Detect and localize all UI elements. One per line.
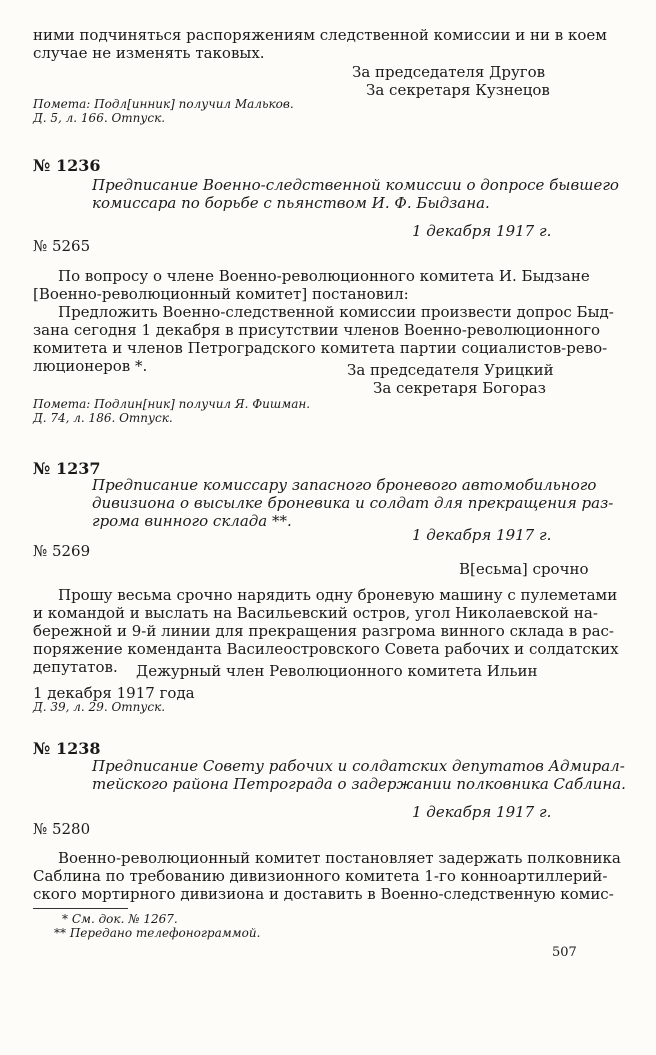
body-line: случае не изменять таковых. (33, 44, 265, 62)
body-line: поряжение коменданта Василеостровского Совета рабочих и солдатских (33, 640, 619, 658)
footnote-rule (33, 908, 128, 909)
body-line: [Военно-революционный комитет] постановил: (33, 285, 409, 303)
document-ref: № 5265 (33, 237, 91, 255)
archive-ref: Д. 39, л. 29. Отпуск. (33, 700, 166, 714)
signature-line: За секретаря Кузнецов (366, 81, 550, 99)
body-line: Саблина по требованию дивизионного комитета 1-го конноартиллерий- (33, 867, 608, 885)
signature-line: За председателя Урицкий (347, 361, 554, 379)
document-title: комиссара по борьбе с пьянством И. Ф. Быдзана. (92, 194, 490, 212)
archive-ref: Д. 74, л. 186. Отпуск. (33, 411, 173, 425)
urgency-mark: В[есьма] срочно (459, 560, 589, 578)
document-date: 1 декабря 1917 г. (412, 803, 552, 821)
document-title: Предписание Военно-следственной комиссии о допросе бывшего (92, 176, 619, 194)
signature-line: За секретаря Богораз (373, 379, 546, 397)
archive-note: Помета: Подлин[ник] получил Я. Фишман. (33, 397, 311, 411)
document-ref: № 5280 (33, 820, 91, 838)
footnote: ** Передано телефонограммой. (54, 926, 261, 940)
document-ref: № 5269 (33, 542, 91, 560)
body-line: ними подчиняться распоряжениям следственной комиссии и ни в коем (33, 26, 607, 44)
document-date: 1 декабря 1917 г. (412, 526, 552, 544)
body-line: зана сегодня 1 декабря в присутствии членов Военно-революционного (33, 321, 601, 339)
body-line: Военно-революционный комитет постановляет задержать полковника (58, 849, 621, 867)
document-date: 1 декабря 1917 г. (412, 222, 552, 240)
document-title: Предписание комиссару запасного броневого автомобильного (92, 476, 597, 494)
body-line: комитета и членов Петроградского комитета партии социалистов-рево- (33, 339, 608, 357)
document-title: тейского района Петрограда о задержании полковника Саблина. (92, 775, 626, 793)
document-title: Предписание Совету рабочих и солдатских депутатов Адмирал- (92, 757, 625, 775)
body-line: и командой и выслать на Васильевский остров, угол Николаевской на- (33, 604, 598, 622)
archive-ref: Д. 5, л. 166. Отпуск. (33, 111, 166, 125)
body-line: Прошу весьма срочно нарядить одну броневую машину с пулеметами (58, 586, 618, 604)
body-line: ского мортирного дивизиона и доставить в Военно-следственную комис- (33, 885, 614, 903)
body-line: люционеров *. (33, 357, 148, 375)
signature-line: За председателя Другов (352, 63, 546, 81)
footnote: * См. док. № 1267. (62, 912, 178, 926)
document-title: грома винного склада **. (92, 512, 292, 530)
document-number: № 1238 (33, 739, 101, 758)
document-number: № 1236 (33, 156, 101, 175)
body-line: депутатов. (33, 658, 118, 676)
document-number: № 1237 (33, 459, 101, 478)
body-line: бережной и 9-й линии для прекращения разгрома винного склада в рас- (33, 622, 614, 640)
archive-note: Помета: Подл[инник] получил Мальков. (33, 97, 294, 111)
signature-date: 1 декабря 1917 года (33, 684, 195, 702)
body-line: По вопросу о члене Военно-революционного комитета И. Быдзане (58, 267, 590, 285)
body-line: Предложить Военно-следственной комиссии произвести допрос Быд- (58, 303, 614, 321)
document-title: дивизиона о высылке броневика и солдат для прекращения раз- (92, 494, 614, 512)
signature-line: Дежурный член Революционного комитета Ильин (136, 662, 538, 680)
page-number: 507 (552, 945, 577, 960)
